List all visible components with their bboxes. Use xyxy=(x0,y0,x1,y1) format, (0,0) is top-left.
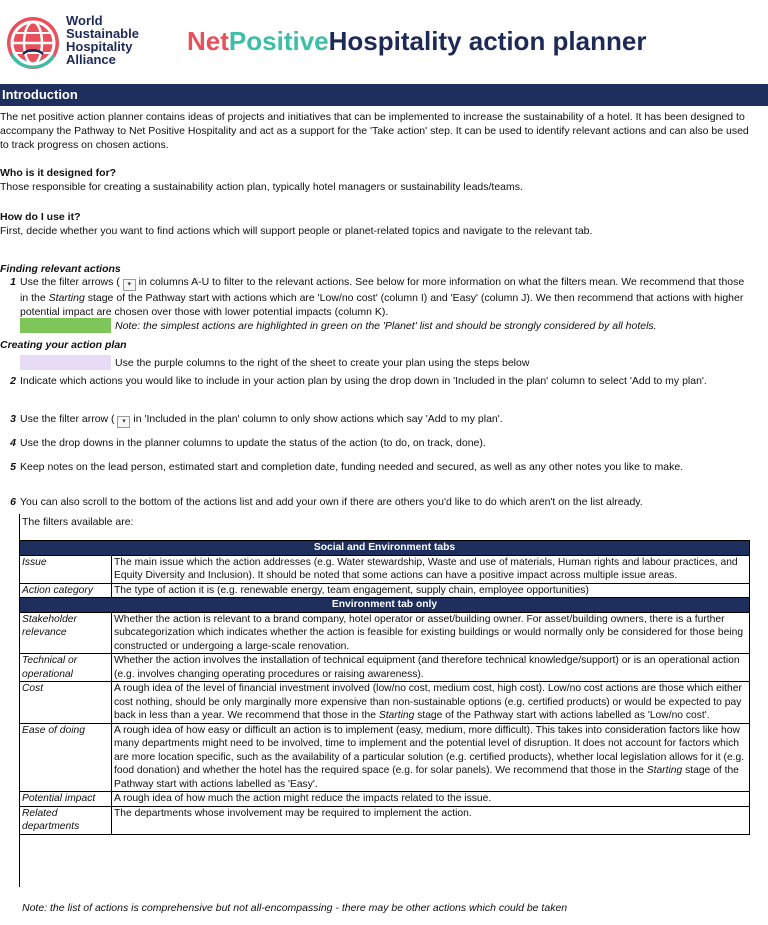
title-positive: Positive xyxy=(228,26,329,56)
section-header: Environment tab only xyxy=(20,598,750,613)
filters-table xyxy=(19,540,750,835)
table-row xyxy=(20,555,750,583)
how-body: First, decide whether you want to find actions which will support people or planet-related topics and navigate to the relevant tab. xyxy=(0,225,593,237)
step-text: Indicate which actions you would like to include in your action plan by using the drop down in 'Included in the plan' column to select 'Add to my plan'. xyxy=(20,375,707,387)
step1-text-b: in columns A-U to filter to the relevant actions. See below for more information on what the filters mean. We recommend that those in the xyxy=(20,276,745,304)
purple-note: Use the purple columns to the right of the sheet to create your plan using the steps below xyxy=(115,357,530,369)
title-rest: Hospitality action planner xyxy=(328,26,647,56)
filter-desc: Whether the action involves the installation of technical equipment (and therefore technical knowledge/support) or is an operational action (e.g. involves changing operating procedures or raising awareness). xyxy=(112,654,750,682)
table-row xyxy=(20,583,750,598)
filter-desc xyxy=(112,723,750,792)
filter-desc: The main issue which the action addresses (e.g. Water stewardship, Waste and use of materials, Human rights and labour practices, and Equity Diversity and Inclusion). It should be noted that some actions can have a positive impact across multiple issue areas. xyxy=(112,555,750,583)
title-net: Net xyxy=(187,26,229,56)
step-text xyxy=(20,412,755,428)
filter-desc: A rough idea of how much the action might reduce the impacts related to the issue. xyxy=(112,792,750,807)
logo-line-4: Alliance xyxy=(66,52,116,67)
step-number: 6 xyxy=(10,496,16,508)
step-text: Use the drop downs in the planner columns to update the status of the action (to do, on track, done). xyxy=(20,437,486,449)
finding-heading: Finding relevant actions xyxy=(0,263,121,275)
section-header: Social and Environment tabs xyxy=(20,541,750,556)
footnote: Note: the list of actions is comprehensive but not all-encompassing - there may be other actions which could be taken xyxy=(22,902,568,914)
who-heading: Who is it designed for? xyxy=(0,167,117,179)
section-header-row xyxy=(20,598,750,613)
step1-text-a: Use the filter arrows ( xyxy=(20,276,120,288)
table-row xyxy=(20,792,750,807)
step-number: 2 xyxy=(10,375,16,387)
step3-text-b: in 'Included in the plan' column to only show actions which say 'Add to my plan'. xyxy=(130,413,503,425)
step3-text-a: Use the filter arrow ( xyxy=(20,413,115,425)
table-row xyxy=(20,654,750,682)
step-number: 3 xyxy=(10,413,16,425)
step1-starting: Starting xyxy=(48,292,85,304)
step-number: 4 xyxy=(10,437,16,449)
green-highlight-swatch xyxy=(20,318,111,333)
step-text: You can also scroll to the bottom of the actions list and add your own if there are others you'd like to do which aren't on the list already. xyxy=(20,496,643,508)
logo-line-2: Sustainable xyxy=(66,26,139,41)
filter-key: Action category xyxy=(20,583,112,598)
filter-key: Related departments xyxy=(20,806,112,834)
filter-key: Issue xyxy=(20,555,112,583)
logo-wordmark xyxy=(66,14,139,66)
cost-desc-b: stage of the Pathway start with actions labelled as 'Low/no cost'. xyxy=(414,710,710,721)
filter-arrow-icon: ▾ xyxy=(117,416,130,428)
table-row xyxy=(20,612,750,654)
logo-line-1: World xyxy=(66,13,103,28)
introduction-heading: Introduction xyxy=(0,84,768,106)
filter-desc: The departments whose involvement may be required to implement the action. xyxy=(112,806,750,834)
filter-key: Stakeholder relevance xyxy=(20,612,112,654)
filter-key: Potential impact xyxy=(20,792,112,807)
cost-desc-starting: Starting xyxy=(378,710,415,721)
creating-heading: Creating your action plan xyxy=(0,339,127,351)
filters-label: The filters available are: xyxy=(22,516,134,528)
step-text: Keep notes on the lead person, estimated start and completion date, funding needed and secured, as well as any other notes you like to make. xyxy=(20,461,684,473)
who-body: Those responsible for creating a sustainability action plan, typically hotel managers or sustainability leads/teams. xyxy=(0,181,523,193)
how-heading: How do I use it? xyxy=(0,211,81,223)
cost-desc-a: A rough idea of the level of financial investment involved (low/no cost, medium cost, high cost). Low/no cost actions are those which either cost nothing, should be only marginally more expensive than non-sustainable options (e.g. certified products) or would be expected to pay back in less than a year. We recommend that those in the xyxy=(114,683,742,721)
logo-line-3: Hospitality xyxy=(66,39,133,54)
ease-desc-starting: Starting xyxy=(646,765,683,776)
filter-desc: Whether the action is relevant to a brand company, hotel operator or asset/building owner. For asset/building owners, there is a further subcategorization which indicates whether the action is feasible for existing buildings or would normally only be considered for those being constructed or undergoing a large-scale renovation. xyxy=(112,612,750,654)
filter-key: Ease of doing xyxy=(20,723,112,792)
globe-logo-icon xyxy=(4,14,62,72)
filter-desc: The type of action it is (e.g. renewable energy, team engagement, supply chain, employee opportunities) xyxy=(112,583,750,598)
intro-body: The net positive action planner contains ideas of projects and initiatives that can be implemented to increase the sustainability of a hotel. It has been designed to accompany the Pathway to Net Positive Hospitality and act as a support for the 'Take action' step. It can be used to identify relevant actions and can also be used to track progress on chosen actions. xyxy=(0,111,749,151)
green-note: Note: the simplest actions are highlighted in green on the 'Planet' list and should be strongly considered by all hotels. xyxy=(115,320,657,332)
step-text xyxy=(20,275,755,319)
page-title xyxy=(187,26,646,57)
filter-desc xyxy=(112,682,750,724)
section-header-row xyxy=(20,541,750,556)
ease-desc-b: stage of the Pathway start with actions labelled as 'Easy'. xyxy=(114,765,739,790)
table-row xyxy=(20,806,750,834)
filter-key: Technical or operational xyxy=(20,654,112,682)
filter-key: Cost xyxy=(20,682,112,724)
step-number: 1 xyxy=(10,276,16,288)
header xyxy=(0,0,768,84)
table-row xyxy=(20,723,750,792)
table-row xyxy=(20,682,750,724)
filter-arrow-icon: ▾ xyxy=(123,279,136,291)
purple-highlight-swatch xyxy=(20,355,111,370)
ease-desc-a: A rough idea of how easy or difficult an action is to implement (easy, medium, more difficult). This takes into consideration factors like how many departments might need to be involved, time to implement and the potential level of disruption. It does not account for factors which are more location specific, such as the availability of a particular solution (e.g. certified products), whether local legislation allows for it (e.g. food donation) and whether the hotel has the required space (e.g. for solar panels). We recommend that those in the xyxy=(114,724,745,776)
step-number: 5 xyxy=(10,461,16,473)
step1-text-c: stage of the Pathway start with actions which are 'Low/no cost' (column I) and 'Easy' (column J). We then recommend that actions with higher potential impact are chosen over those with lower potential impacts (column K). xyxy=(20,292,744,318)
